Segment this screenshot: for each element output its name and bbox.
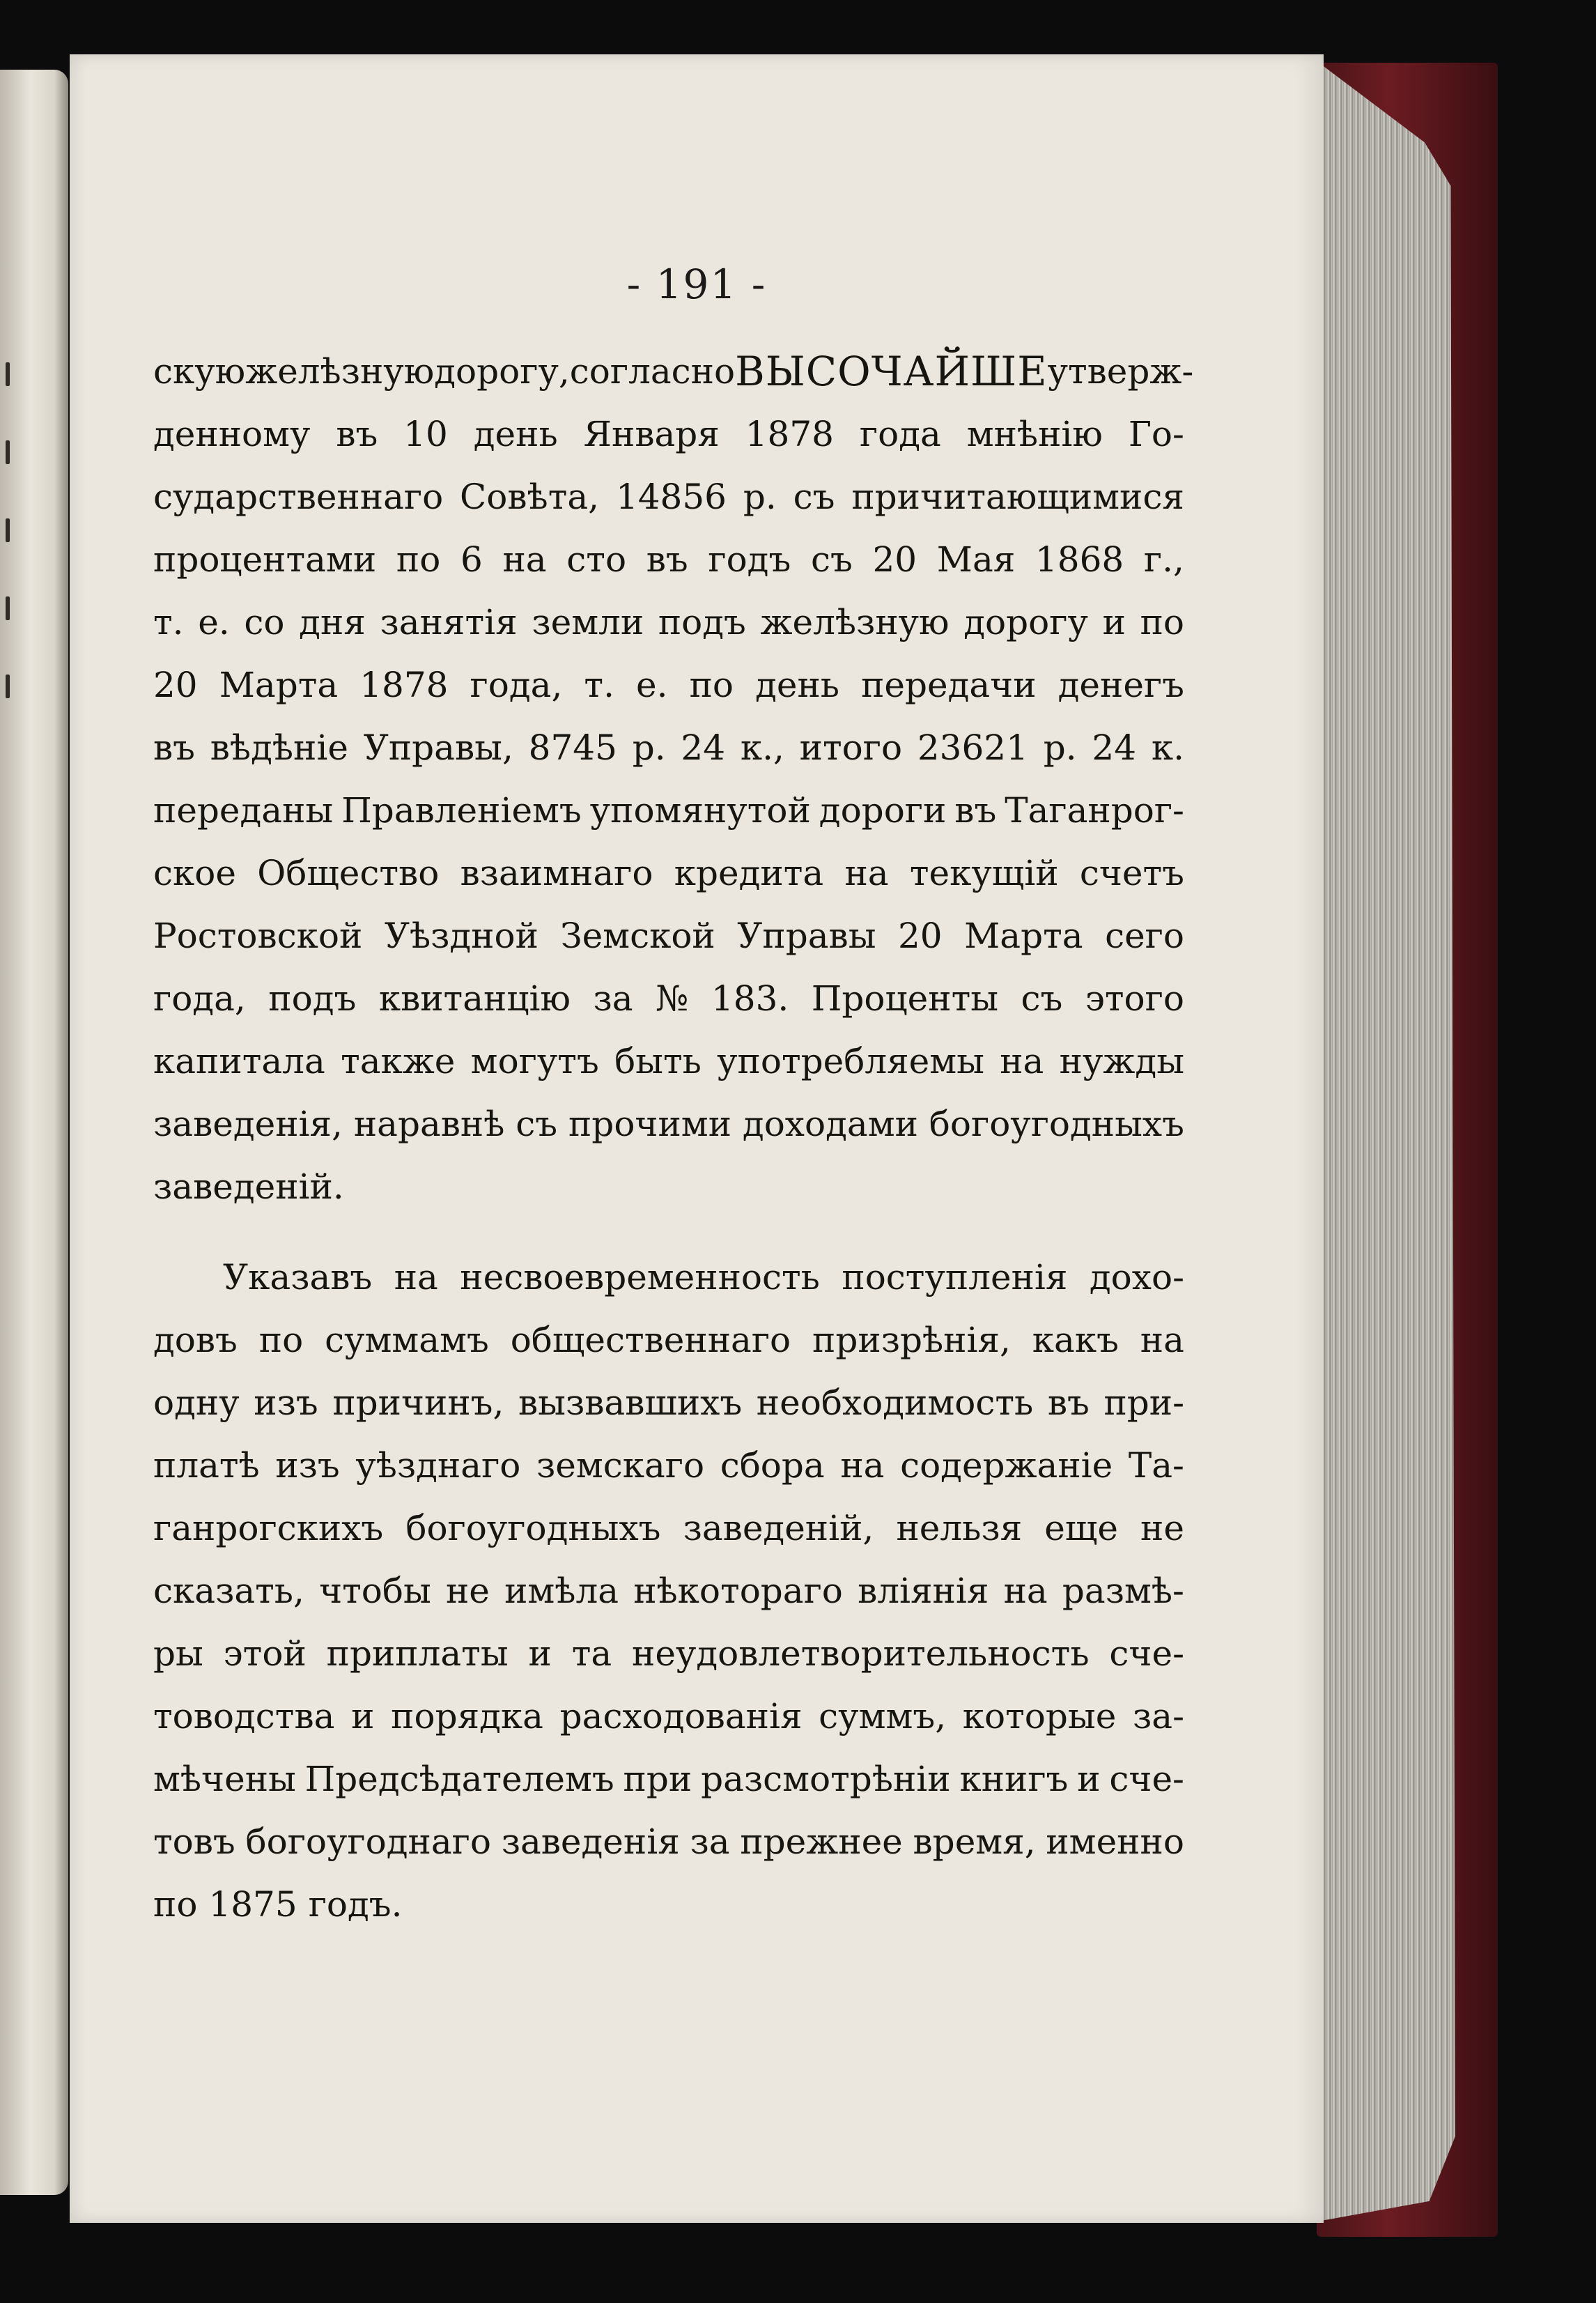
word: Общество [257, 853, 440, 893]
word: ры [153, 1633, 203, 1674]
word: е. [198, 602, 230, 642]
word: Ростовской [153, 916, 363, 956]
word: расходованія [559, 1696, 803, 1736]
word: быть [614, 1041, 702, 1081]
word: Правленіемъ [341, 790, 582, 831]
text-line [153, 1873, 1184, 1936]
word: Уѣздной [384, 916, 539, 956]
word: Совѣта, [460, 477, 600, 517]
word: общественнаго [510, 1320, 791, 1360]
word: уѣзднаго [355, 1445, 521, 1486]
word: могутъ [470, 1041, 599, 1081]
word: дороги [819, 790, 947, 831]
word: Марта [964, 916, 1083, 956]
word: за [690, 1821, 730, 1862]
word: въ [954, 790, 997, 831]
word: этого [1085, 978, 1184, 1019]
word: на [394, 1257, 438, 1297]
text-line [153, 1748, 1184, 1810]
book-page [70, 54, 1324, 2223]
word: процентами [153, 539, 377, 580]
word: одну [153, 1382, 240, 1423]
word: на [1000, 1041, 1044, 1081]
word: е. [636, 665, 668, 705]
word: к., [740, 727, 784, 768]
word: переданы [153, 790, 334, 831]
word: желѣзную [245, 351, 435, 392]
word: мнѣнію [966, 414, 1103, 454]
page-text [153, 340, 1194, 1936]
word: подъ [268, 978, 357, 1019]
word: съ [793, 477, 835, 517]
word: подъ [658, 602, 746, 642]
word: за- [1132, 1696, 1184, 1736]
word: счетъ [1079, 853, 1184, 893]
text-line [153, 1497, 1184, 1559]
word: сказать, [153, 1571, 304, 1611]
word: годъ [708, 539, 791, 580]
word: также [341, 1041, 456, 1081]
word: денегъ [1057, 665, 1184, 705]
word: 1878 [745, 414, 834, 454]
word: приплаты [326, 1633, 509, 1674]
word: на [502, 539, 547, 580]
text-line [153, 1810, 1184, 1873]
word: именно [1046, 1821, 1184, 1862]
word: согласно [569, 351, 736, 392]
word: въ [646, 539, 688, 580]
word: сто [566, 539, 627, 580]
word: прочими [568, 1104, 732, 1144]
word: № [656, 978, 689, 1019]
word: и [1077, 1759, 1101, 1799]
word: земскаго [536, 1445, 705, 1486]
word: какъ [1032, 1320, 1119, 1360]
text-line [153, 716, 1184, 779]
word: взаимнаго [460, 853, 653, 893]
word: содержаніе [900, 1445, 1113, 1486]
word: въ [1047, 1382, 1090, 1423]
word: 20 [897, 916, 943, 956]
word: Земской [560, 916, 715, 956]
word: которые [962, 1696, 1117, 1736]
word: р. [632, 727, 666, 768]
word: богоугоднаго [245, 1821, 491, 1862]
word: упомянутой [589, 790, 811, 831]
word: книгъ [959, 1759, 1069, 1799]
word: итого [799, 727, 903, 768]
word: не [445, 1571, 490, 1611]
text-line [153, 1622, 1184, 1685]
word: мѣчены [153, 1759, 296, 1799]
word: денному [153, 414, 311, 454]
word: Проценты [811, 978, 999, 1019]
text-line [153, 1371, 1184, 1434]
word: года, [153, 978, 246, 1019]
word: время, [913, 1821, 1036, 1862]
word: Го- [1128, 414, 1184, 454]
text-line [153, 967, 1184, 1030]
word: заведенія [501, 1821, 680, 1862]
word: Мая [936, 539, 1016, 580]
word: день [473, 414, 558, 454]
text-line [153, 1030, 1184, 1093]
word: имѣла [504, 1571, 619, 1611]
word: Предсѣдателемъ [304, 1759, 614, 1799]
text-line [153, 1093, 1184, 1155]
word: 1868 [1035, 539, 1124, 580]
text-line [153, 779, 1184, 842]
word: несвоевременность [460, 1257, 820, 1297]
word: наравнѣ [353, 1104, 505, 1144]
word: к. [1151, 727, 1184, 768]
text-line [153, 842, 1184, 904]
word: квитанцію [378, 978, 571, 1019]
word: заведеній, [683, 1508, 874, 1548]
word: нельзя [896, 1508, 1023, 1548]
word: 10 [403, 414, 448, 454]
word: товодства [153, 1696, 335, 1736]
word: 23621 [917, 727, 1028, 768]
word: вліянія [858, 1571, 989, 1611]
paragraph-1 [153, 340, 1194, 1218]
word: поступленія [842, 1257, 1068, 1297]
word: утверж- [1047, 351, 1194, 392]
word: капитала [153, 1041, 325, 1081]
word: дорогу [963, 602, 1088, 642]
word: употребляемы [717, 1041, 984, 1081]
word: суммъ, [819, 1696, 947, 1736]
word: съ [1021, 978, 1063, 1019]
word: платѣ [153, 1445, 260, 1486]
word: день [755, 665, 840, 705]
word: по [1140, 602, 1184, 642]
word: по [153, 1884, 198, 1925]
word: сего [1105, 916, 1184, 956]
word: и [1102, 602, 1126, 642]
word: Января [583, 414, 720, 454]
word: этой [223, 1633, 307, 1674]
word: при [623, 1759, 692, 1799]
word: еще [1044, 1508, 1118, 1548]
word: дорогу, [434, 351, 570, 392]
word: и [351, 1696, 375, 1736]
word: сбора [720, 1445, 825, 1486]
text-line [153, 591, 1184, 654]
word: на [1003, 1571, 1048, 1611]
word: земли [532, 602, 644, 642]
word: порядка [391, 1696, 543, 1736]
word: съ [516, 1104, 558, 1144]
word: на [844, 853, 889, 893]
text-line [153, 403, 1184, 465]
word: ское [153, 853, 236, 893]
word: Указавъ [223, 1257, 373, 1297]
word: Та- [1128, 1445, 1184, 1486]
word: богоугодныхъ [929, 1104, 1184, 1144]
word: со [244, 602, 285, 642]
word: ВЫСОЧАЙШЕ [735, 348, 1048, 395]
word: по [396, 539, 441, 580]
facing-page-marks [6, 362, 15, 711]
word: не [1140, 1508, 1184, 1548]
word: Управы [737, 916, 876, 956]
word: 14856 [615, 477, 727, 517]
word: сче- [1109, 1759, 1184, 1799]
text-line [153, 340, 1194, 403]
word: за [593, 978, 633, 1019]
text-line [153, 1434, 1184, 1497]
word: т. [153, 602, 184, 642]
word: 24 [1092, 727, 1137, 768]
word: дня [299, 602, 366, 642]
word: причитающимися [851, 477, 1184, 517]
word: года, [470, 665, 563, 705]
word: года [859, 414, 941, 454]
word: причинъ, [332, 1382, 504, 1423]
word: изъ [254, 1382, 318, 1423]
text-line [153, 1155, 1184, 1218]
word: передачи [861, 665, 1037, 705]
word: занятія [380, 602, 518, 642]
word: довъ [153, 1320, 238, 1360]
word: суммамъ [325, 1320, 489, 1360]
word: Марта [219, 665, 339, 705]
word: прежнее [740, 1821, 903, 1862]
word: т. [584, 665, 614, 705]
word: необходимость [756, 1382, 1034, 1423]
word: въ [336, 414, 378, 454]
word: 1878 [359, 665, 449, 705]
word: р. [1043, 727, 1077, 768]
word: въ [153, 727, 195, 768]
word: на [1140, 1320, 1184, 1360]
word: р. [743, 477, 777, 517]
word: товъ [153, 1821, 235, 1862]
word: заведеній. [153, 1166, 344, 1207]
page-number: - 191 - [626, 261, 767, 308]
word: 8745 [528, 727, 617, 768]
word: кредита [674, 853, 824, 893]
text-line [153, 528, 1184, 591]
word: по [689, 665, 734, 705]
page-stack-edge [1310, 56, 1463, 2223]
text-line [153, 1559, 1184, 1622]
word: годъ. [308, 1884, 403, 1925]
word: та [571, 1633, 612, 1674]
paragraph-2 [153, 1246, 1184, 1936]
text-line [153, 1309, 1184, 1371]
word: вѣдѣніе [210, 727, 348, 768]
word: по [258, 1320, 304, 1360]
word: съ [810, 539, 853, 580]
word: дохо- [1089, 1257, 1184, 1297]
word: 183. [711, 978, 789, 1019]
word: Управы, [363, 727, 513, 768]
text-line [153, 654, 1184, 716]
facing-page-edge [0, 70, 68, 2195]
word: сче- [1109, 1633, 1184, 1674]
text-line [153, 904, 1184, 967]
word: и [528, 1633, 552, 1674]
word: размѣ- [1062, 1571, 1184, 1611]
word: 6 [460, 539, 483, 580]
word: при- [1103, 1382, 1184, 1423]
word: Таганрог- [1005, 790, 1184, 831]
word: 20 [872, 539, 917, 580]
word: чтобы [319, 1571, 431, 1611]
text-line [153, 1685, 1184, 1748]
text-line [153, 1246, 1184, 1309]
word: неудовлетворительность [632, 1633, 1090, 1674]
word: доходами [742, 1104, 918, 1144]
word: 20 [153, 665, 198, 705]
word: текущій [909, 853, 1059, 893]
word: г., [1143, 539, 1184, 580]
word: изъ [275, 1445, 340, 1486]
word: нужды [1059, 1041, 1184, 1081]
word: желѣзную [760, 602, 950, 642]
word: на [840, 1445, 885, 1486]
word: скую [153, 351, 246, 392]
word: нѣкотораго [633, 1571, 843, 1611]
word: 1875 [208, 1884, 297, 1925]
word: ганрогскихъ [153, 1508, 384, 1548]
word: вызвавшихъ [518, 1382, 743, 1423]
word: богоугодныхъ [405, 1508, 661, 1548]
word: 24 [681, 727, 726, 768]
word: сударственнаго [153, 477, 444, 517]
word: призрѣнія, [812, 1320, 1011, 1360]
word: разсмотрѣніи [701, 1759, 951, 1799]
word: заведенія, [153, 1104, 343, 1144]
text-line [153, 465, 1184, 528]
